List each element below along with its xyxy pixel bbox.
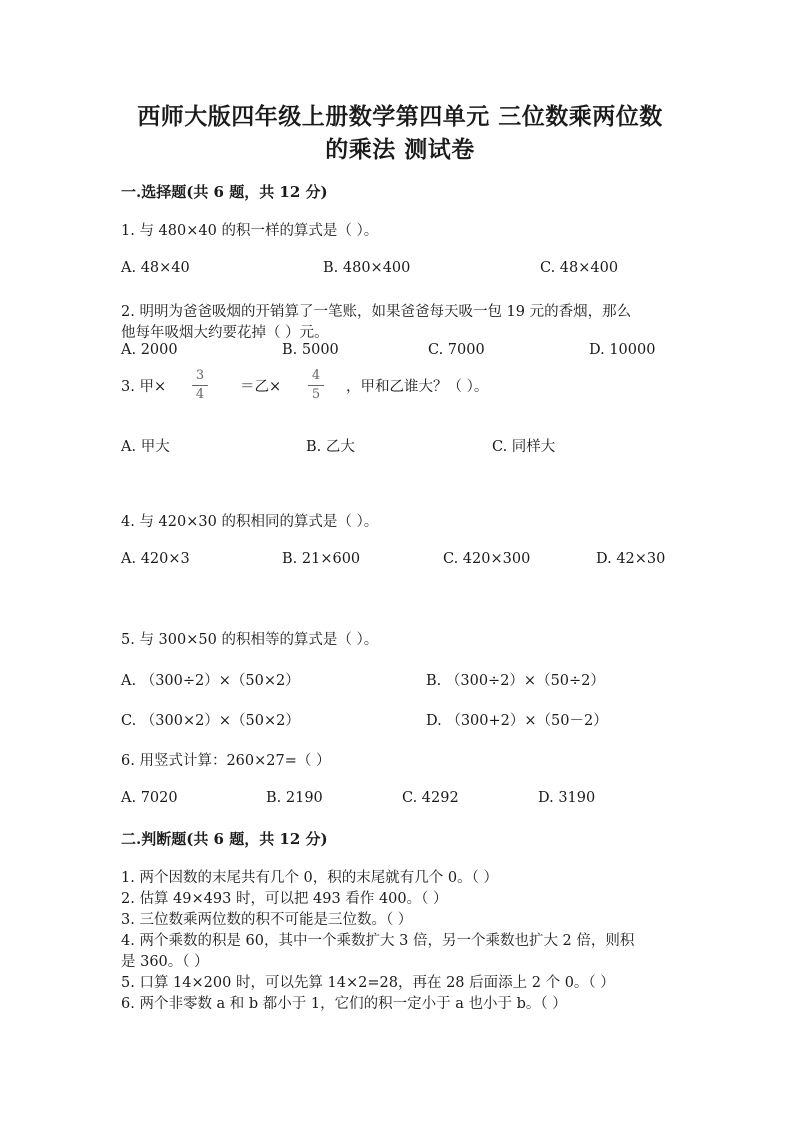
question-2-option-a: A. 2000 — [121, 342, 178, 358]
fraction-2-denominator: 5 — [311, 387, 321, 402]
fraction-2-bar — [308, 385, 324, 386]
question-2-text-line-1: 2. 明明为爸爸吸烟的开销算了一笔账，如果爸爸每天吸一包 19 元的香烟，那么 — [121, 304, 632, 320]
question-3-text-part-3: ，甲和乙谁大？（ ）。 — [346, 379, 489, 395]
question-2-option-d: D. 10000 — [589, 342, 656, 358]
question-3-option-b: B. 乙大 — [306, 439, 355, 455]
question-3-text-part-1: 3. 甲× — [121, 379, 167, 395]
judgment-item-6: 6. 两个非零数 a 和 b 都小于 1，它们的积一定小于 a 也小于 b。（ ） — [121, 996, 567, 1012]
question-1-option-c: C. 48×400 — [540, 260, 619, 276]
question-5-option-c: C. （300×2）×（50×2） — [121, 713, 300, 729]
fraction-1-denominator: 4 — [195, 387, 205, 402]
page-title-line-1: 西师大版四年级上册数学第四单元 三位数乘两位数 — [137, 103, 663, 130]
question-1-option-a: A. 48×40 — [121, 260, 190, 276]
question-5-text: 5. 与 300×50 的积相等的算式是（ ）。 — [121, 632, 379, 648]
fraction-2-numerator: 4 — [311, 368, 321, 383]
section-heading-judgment: 二.判断题(共 6 题，共 12 分) — [121, 830, 328, 848]
judgment-item-2: 2. 估算 49×493 时，可以把 493 看作 400。（ ） — [121, 891, 448, 907]
fraction-1-numerator: 3 — [195, 368, 205, 383]
fraction-four-fifths — [306, 369, 326, 403]
question-5-option-d: D. （300+2）×（50－2） — [426, 713, 608, 729]
question-6-option-d: D. 3190 — [538, 790, 596, 806]
question-4-option-c: C. 420×300 — [443, 551, 531, 567]
question-1-text: 1. 与 480×40 的积一样的算式是（ ）。 — [121, 223, 379, 239]
question-6-text: 6. 用竖式计算：260×27=（ ） — [121, 753, 331, 769]
question-4-option-d: D. 42×30 — [596, 551, 666, 567]
judgment-item-4-line-2: 是 360。（ ） — [121, 954, 209, 970]
judgment-item-3: 3. 三位数乘两位数的积不可能是三位数。（ ） — [121, 912, 413, 928]
section-heading-choice: 一.选择题(共 6 题，共 12 分) — [121, 183, 328, 201]
question-3-option-c: C. 同样大 — [492, 439, 556, 455]
question-4-option-b: B. 21×600 — [282, 551, 361, 567]
judgment-item-5: 5. 口算 14×200 时，可以先算 14×2=28，再在 28 后面添上 2 个 0。（ ） — [121, 975, 615, 991]
question-2-option-b: B. 5000 — [282, 342, 339, 358]
judgment-item-4-line-1: 4. 两个乘数的积是 60，其中一个乘数扩大 3 倍，另一个乘数也扩大 2 倍，则积 — [121, 933, 635, 949]
fraction-1-bar — [192, 385, 208, 386]
question-4-text: 4. 与 420×30 的积相同的算式是（ ）。 — [121, 514, 379, 530]
page-title-line-2: 的乘法 测试卷 — [325, 136, 475, 163]
question-6-option-a: A. 7020 — [121, 790, 178, 806]
question-6-option-b: B. 2190 — [266, 790, 323, 806]
question-6-option-c: C. 4292 — [402, 790, 459, 806]
question-3-text-part-2: ＝乙× — [240, 379, 282, 395]
question-5-option-a: A. （300÷2）×（50×2） — [121, 673, 300, 689]
question-2-text-line-2: 他每年吸烟大约要花掉（ ）元。 — [121, 325, 329, 341]
fraction-three-fourths — [190, 369, 210, 403]
question-2-option-c: C. 7000 — [428, 342, 485, 358]
question-3-option-a: A. 甲大 — [121, 439, 170, 455]
question-4-option-a: A. 420×3 — [121, 551, 190, 567]
question-5-option-b: B. （300÷2）×（50÷2） — [426, 673, 605, 689]
question-1-option-b: B. 480×400 — [323, 260, 411, 276]
judgment-item-1: 1. 两个因数的末尾共有几个 0，积的末尾就有几个 0。（ ） — [121, 870, 498, 886]
